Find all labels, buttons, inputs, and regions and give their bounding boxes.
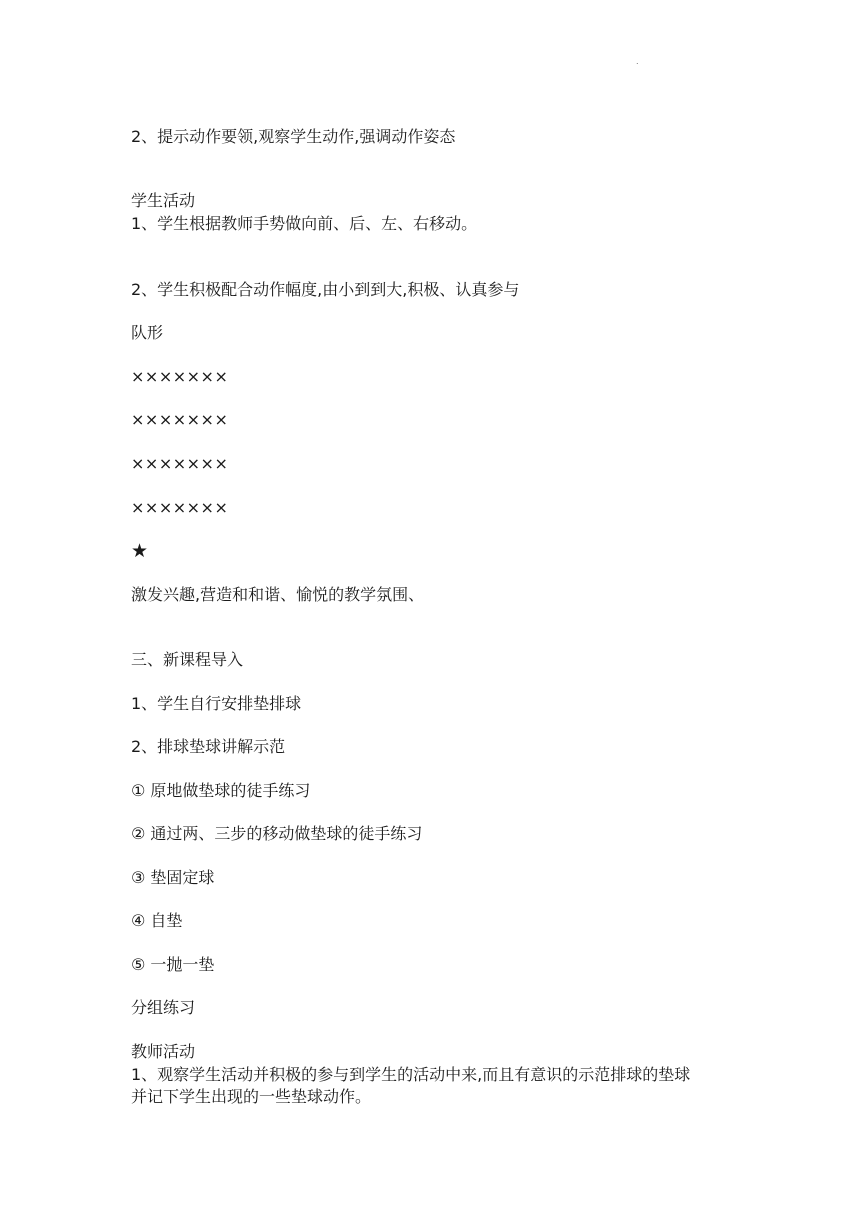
- formation-heading: 队形: [131, 323, 164, 342]
- student-activity-heading: 学生活动: [131, 191, 196, 210]
- practice-step: ① 原地做垫球的徒手练习: [131, 781, 311, 800]
- practice-step: ② 通过两、三步的移动做垫球的徒手练习: [131, 824, 423, 843]
- practice-step: ⑤ 一抛一垫: [131, 955, 215, 974]
- group-practice-heading: 分组练习: [131, 998, 196, 1017]
- teacher-position-star-icon: ★: [131, 540, 149, 562]
- practice-step: ④ 自垫: [131, 911, 183, 930]
- student-activity-2: 2、学生积极配合动作幅度,由小到到大,积极、认真参与: [131, 280, 520, 299]
- new-lesson-item-2: 2、排球垫球讲解示范: [131, 737, 286, 756]
- teacher-point-2: 2、提示动作要领,观察学生动作,强调动作姿态: [131, 127, 456, 146]
- formation-row: ×××××××: [131, 367, 229, 386]
- new-lesson-item-1: 1、学生自行安排垫排球: [131, 694, 302, 713]
- goal-text: 激发兴趣,营造和和谐、愉悦的教学氛围、: [131, 585, 425, 604]
- student-activity-1: 1、学生根据教师手势做向前、后、左、右移动。: [131, 214, 478, 233]
- formation-row: ×××××××: [131, 410, 229, 429]
- teacher-activity-1: 1、观察学生活动并积极的参与到学生的活动中来,而且有意识的示范排球的垫球: [131, 1065, 691, 1084]
- formation-row: ×××××××: [131, 454, 229, 473]
- teacher-activity-heading: 教师活动: [131, 1042, 196, 1061]
- practice-step: ③ 垫固定球: [131, 868, 215, 887]
- page-mark: .: [636, 57, 639, 66]
- formation-row: ×××××××: [131, 498, 229, 517]
- teacher-activity-1-cont: 并记下学生出现的一些垫球动作。: [131, 1087, 372, 1106]
- section-heading-new-lesson: 三、新课程导入: [131, 650, 244, 669]
